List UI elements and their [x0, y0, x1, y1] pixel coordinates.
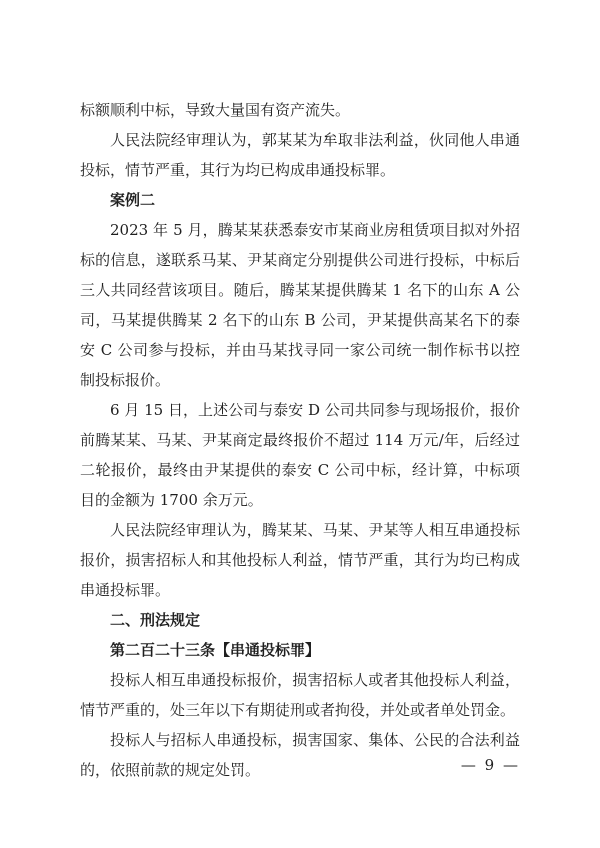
- paragraph-case-two-bidding: 6 月 15 日，上述公司与泰安 D 公司共同参与现场报价，报价前腾某某、马某、尹某商定最终报价不超过 114 万元/年，后经过二轮报价，最终由尹某提供的泰安 C 公司中标，经计算，中标项目的金额为 1700 余万元。: [80, 401, 520, 509]
- document-body: [80, 95, 520, 785]
- article-clause-1: 投标人相互串通投标报价，损害招标人或者其他投标人利益，情节严重的，处三年以下有期徒刑或者拘役，并处或者单处罚金。: [80, 671, 520, 719]
- article-heading: 第二百二十三条【串通投标罪】: [110, 641, 321, 659]
- page-number: — 9 —: [460, 756, 520, 774]
- case-two-heading: 案例二: [110, 191, 156, 209]
- paragraph-continuation: 标额顺利中标，导致大量国有资产流失。: [80, 101, 351, 119]
- paragraph-court-ruling-1: 人民法院经审理认为，郭某某为牟取非法利益，伙同他人串通投标，情节严重，其行为均已构成串通投标罪。: [80, 131, 520, 179]
- article-clause-2: 投标人与招标人串通投标，损害国家、集体、公民的合法利益的，依照前款的规定处罚。: [80, 731, 520, 779]
- paragraph-case-two-facts: 2023 年 5 月，腾某某获悉泰安市某商业房租赁项目拟对外招标的信息，遂联系马某、尹某商定分别提供公司进行投标，中标后三人共同经营该项目。随后，腾某某提供腾某 1 名下的山东 A 公司，马某提供腾某 2 名下的山东 B 公司，尹某提供高某名下的泰安 C 公司参与投标，并由马某找寻同一家公司统一制作标书以控制投标报价。: [80, 221, 520, 389]
- section-heading-criminal-law: 二、刑法规定: [110, 611, 201, 629]
- paragraph-court-ruling-2: 人民法院经审理认为，腾某某、马某、尹某等人相互串通投标报价，损害招标人和其他投标人利益，情节严重，其行为均已构成串通投标罪。: [80, 521, 520, 599]
